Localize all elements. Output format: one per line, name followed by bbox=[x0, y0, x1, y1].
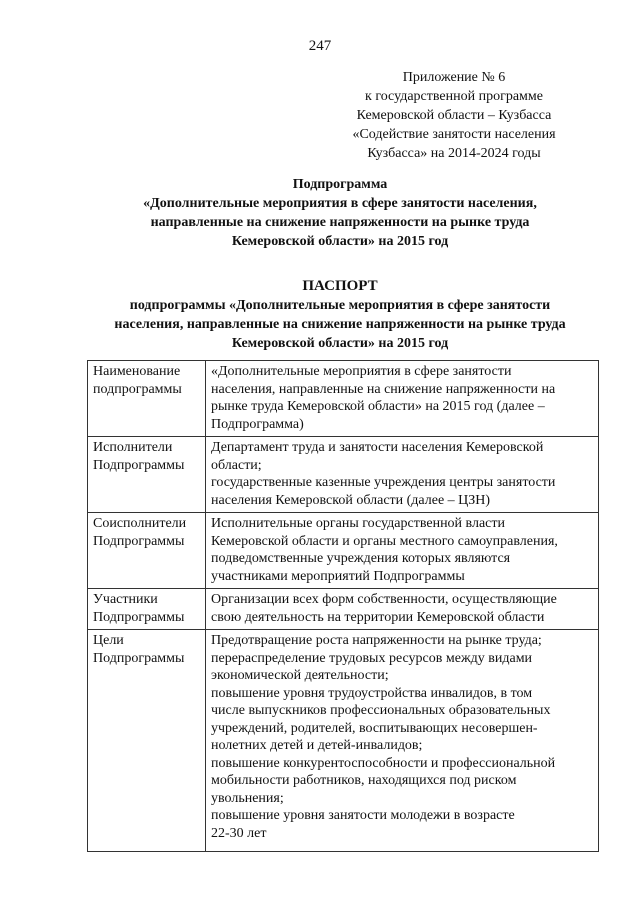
row-label-line: Подпрограммы bbox=[93, 457, 185, 473]
row-value-line: участниками мероприятий Подпрограммы bbox=[211, 568, 465, 584]
appendix-line: «Содействие занятости населения bbox=[352, 127, 556, 142]
row-value-line: Департамент труда и занятости населения Кемеровской bbox=[211, 440, 544, 455]
row-value-cell bbox=[206, 361, 599, 437]
row-value-line: увольнения; bbox=[211, 790, 284, 806]
row-value-line: государственные казенные учреждения центры занятости bbox=[211, 475, 556, 490]
page-number: 247 bbox=[308, 38, 332, 54]
row-value-line: свою деятельность на территории Кемеровской области bbox=[211, 609, 545, 625]
appendix-line: к государственной программе bbox=[365, 89, 543, 104]
row-value-line: нолетних детей и детей-инвалидов; bbox=[211, 738, 423, 753]
passport-subtitle-line: Кемеровской области» на 2015 год bbox=[231, 336, 449, 351]
subprogram-title-line: Кемеровской области» на 2015 год bbox=[231, 234, 449, 249]
row-value-line: Исполнительные органы государственной власти bbox=[211, 516, 505, 531]
row-label-line: Наименование bbox=[93, 364, 181, 379]
row-value-line: 22-30 лет bbox=[211, 825, 267, 841]
table-row bbox=[88, 513, 599, 589]
row-label-cell bbox=[88, 437, 206, 513]
appendix-heading bbox=[324, 68, 584, 163]
row-value-line: повышение конкурентоспособности и профессиональной bbox=[211, 755, 556, 771]
passport-heading bbox=[80, 277, 600, 353]
appendix-line: Кузбасса» на 2014-2024 годы bbox=[367, 146, 541, 161]
passport-subtitle-line: населения, направленные на снижение напряженности на рынке труда bbox=[114, 317, 566, 332]
table-row bbox=[88, 630, 599, 852]
row-label-line: Цели bbox=[93, 633, 124, 648]
subprogram-title bbox=[80, 175, 600, 251]
row-value-cell bbox=[206, 437, 599, 513]
row-label-cell bbox=[88, 630, 206, 852]
table-row bbox=[88, 361, 599, 437]
row-value-line: Кемеровской области и органы местного самоуправления, bbox=[211, 533, 558, 549]
row-value-line: населения Кемеровской области (далее – ЦЗН) bbox=[211, 492, 491, 508]
row-label-line: подпрограммы bbox=[93, 381, 182, 397]
subprogram-title-line: Подпрограмма bbox=[292, 177, 388, 192]
row-label-line: Подпрограммы bbox=[93, 533, 185, 549]
row-value-line: «Дополнительные мероприятия в сфере занятости bbox=[211, 364, 512, 379]
row-value-line: рынке труда Кемеровской области» на 2015 год (далее – bbox=[211, 399, 545, 414]
appendix-line: Кемеровской области – Кузбасса bbox=[356, 108, 552, 123]
row-value-cell bbox=[206, 589, 599, 630]
row-label-cell bbox=[88, 513, 206, 589]
row-value-line: повышение уровня трудоустройства инвалидов, в том bbox=[211, 685, 533, 701]
row-label-line: Подпрограммы bbox=[93, 650, 185, 666]
row-value-line: учреждений, родителей, воспитывающих несовершен- bbox=[211, 720, 538, 736]
subprogram-title-line: «Дополнительные мероприятия в сфере занятости населения, bbox=[143, 196, 537, 211]
row-value-line: Предотвращение роста напряженности на рынке труда; bbox=[211, 633, 542, 648]
row-value-line: перераспределение трудовых ресурсов между видами bbox=[211, 650, 533, 666]
subprogram-title-line: направленные на снижение напряженности на рынке труда bbox=[150, 215, 530, 230]
appendix-line: Приложение № 6 bbox=[402, 70, 506, 85]
row-label-line: Исполнители bbox=[93, 440, 173, 455]
row-label-cell bbox=[88, 589, 206, 630]
row-value-line: области; bbox=[211, 457, 262, 473]
passport-title: ПАСПОРТ bbox=[302, 278, 378, 294]
row-value-line: экономической деятельности; bbox=[211, 668, 389, 683]
row-value-line: числе выпускников профессиональных образовательных bbox=[211, 703, 551, 718]
passport-table bbox=[87, 360, 599, 852]
row-value-line: населения, направленные на снижение напряженности на bbox=[211, 381, 556, 397]
row-label-line: Подпрограммы bbox=[93, 609, 185, 625]
passport-subtitle-line: подпрограммы «Дополнительные мероприятия в сфере занятости bbox=[129, 298, 551, 313]
table-row bbox=[88, 437, 599, 513]
table-row bbox=[88, 589, 599, 630]
row-value-cell bbox=[206, 513, 599, 589]
row-value-line: повышение уровня занятости молодежи в возрасте bbox=[211, 808, 515, 823]
row-label-line: Соисполнители bbox=[93, 516, 187, 531]
row-value-line: мобильности работников, находящихся под риском bbox=[211, 773, 517, 788]
row-value-cell bbox=[206, 630, 599, 852]
row-value-line: Подпрограмма) bbox=[211, 416, 304, 432]
row-label-cell bbox=[88, 361, 206, 437]
row-value-line: подведомственные учреждения которых являются bbox=[211, 551, 511, 566]
row-label-line: Участники bbox=[93, 592, 158, 607]
row-value-line: Организации всех форм собственности, осуществляющие bbox=[211, 592, 557, 607]
